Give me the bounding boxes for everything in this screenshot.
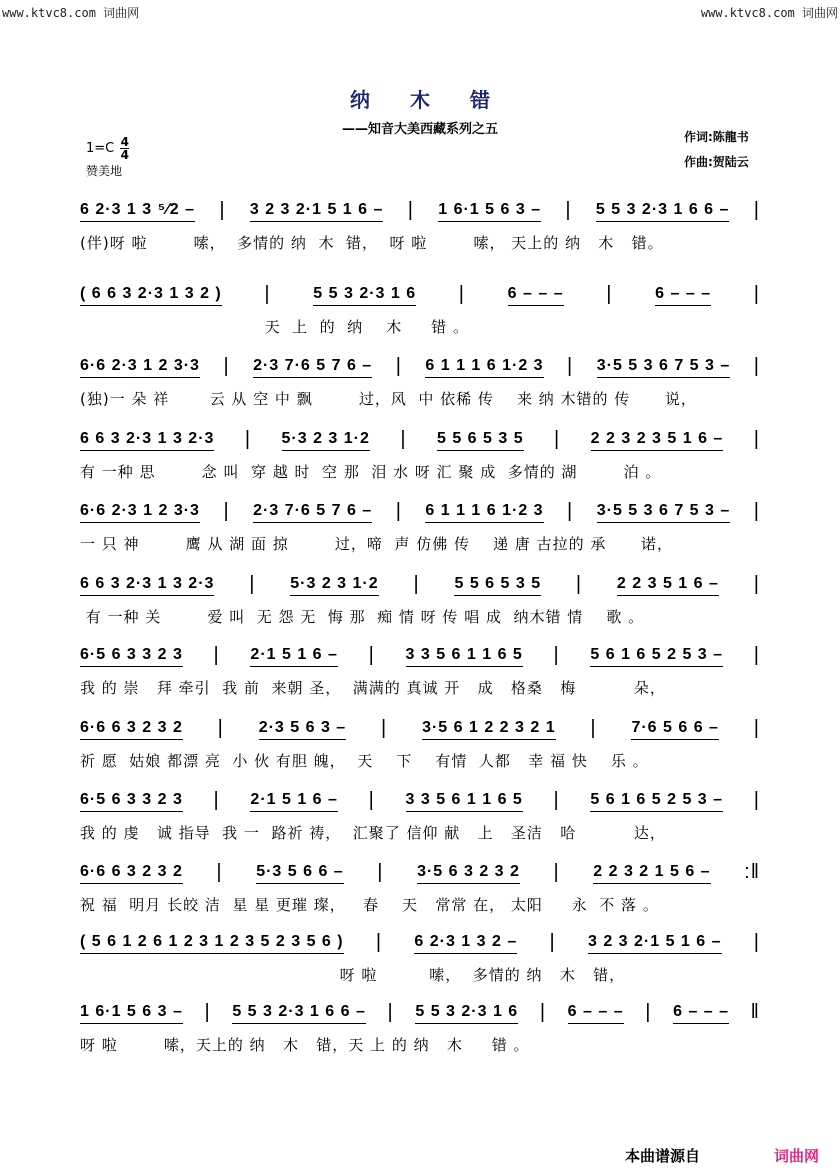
bar-line: | (549, 931, 556, 953)
lyric-line: 一 只 神 鹰 从 湖 面 掠 过，啼 声 仿佛 传 递 唐 古拉的 承 诺， (80, 535, 673, 553)
measure: 1 6·1 5 6 3 – (438, 201, 541, 222)
measure: 6·6 6 3 2 3 2 (80, 863, 183, 884)
bar-line: | (375, 931, 383, 953)
bar-line: | (565, 199, 572, 221)
key-label: 1=C (86, 141, 115, 156)
notation-row (80, 858, 760, 884)
bar-line: | (753, 283, 760, 305)
notation-row (80, 998, 760, 1024)
bar-line: | (753, 717, 760, 739)
bar-line: | (567, 500, 574, 522)
bar-line: | (753, 199, 760, 221)
bar-line: | (753, 428, 760, 450)
lyric-line: 呀 啦 嗦， 多情的 纳 木 错， (80, 966, 626, 984)
measure: 2 2 3 2 3 5 1 6 – (591, 430, 724, 451)
bar-line: | (244, 428, 252, 450)
bar-line: | (407, 199, 414, 221)
bar-line: | (400, 428, 407, 450)
bar-line: | (223, 500, 230, 522)
bar-line: | (368, 644, 375, 666)
song-subtitle: ——知音大美西藏系列之五 (341, 122, 498, 137)
key-signature (86, 136, 129, 161)
measure: ( 6 6 3 2·3 1 3 2 ) (80, 285, 222, 306)
watermark-right: www.ktvc8.com 词曲网 (700, 6, 838, 20)
measure: 6 1 1 1 6 1·2 3 (425, 502, 543, 523)
bar-line: | (381, 717, 388, 739)
bar-line: | (368, 789, 375, 811)
bar-line: | (223, 355, 230, 377)
lyric-line: 有 一种 关 爱 叫 无 怨 无 悔 那 痴 情 呀 传 唱 成 纳木错 情 歌 。 (80, 608, 645, 626)
measure: 3 3 5 6 1 1 6 5 (406, 791, 523, 812)
measure: 6·6 2·3 1 2 3·3 (80, 357, 200, 378)
bar-line: | (753, 644, 760, 666)
bar-line: | (553, 789, 560, 811)
bar-line: | (753, 355, 760, 377)
bar-line: | (753, 500, 760, 522)
measure: 2·3 7·6 5 7 6 – (253, 357, 372, 378)
notation-row (80, 570, 760, 596)
measure: 5 5 3 2·3 1 6 6 – (232, 1003, 366, 1024)
measure: 5 5 3 2·3 1 6 6 – (596, 201, 730, 222)
notation-row (80, 352, 760, 378)
notation-row (80, 928, 760, 954)
measure: 3·5 6 3 2 3 2 (417, 863, 520, 884)
notation-row (80, 714, 760, 740)
bar-line: | (753, 789, 760, 811)
bar-line: | (575, 573, 583, 595)
measure: 2·1 5 1 6 – (250, 791, 338, 812)
bar-line: | (539, 1001, 547, 1023)
measure: 6 – – – (508, 285, 564, 306)
measure: 5·3 5 6 6 – (256, 863, 344, 884)
lyric-line: 天 上 的 纳 木 错 。 (80, 318, 469, 336)
measure: 3 2 3 2·1 5 1 6 – (250, 201, 384, 222)
measure: 5 5 3 2·3 1 6 (415, 1003, 518, 1024)
bar-line: | (553, 644, 560, 666)
measure: 3·5 5 3 6 7 5 3 – (597, 502, 731, 523)
measure: 6 – – – (673, 1003, 729, 1024)
lyric-line: (伴)呀 啦 嗦， 多情的 纳 木 错， 呀 啦 嗦， 天上的 纳 木 错。 (80, 234, 664, 252)
bar-line: | (753, 931, 760, 953)
measure: 6 2·3 1 3 ⁵⁄2 – (80, 201, 195, 222)
bar-line: | (387, 1001, 394, 1023)
composer-credit: 作曲:贺陆云 (684, 155, 749, 169)
notation-row (80, 786, 760, 812)
measure: 6 6 3 2·3 1 3 2·3 (80, 575, 214, 596)
measure: 6 1 1 1 6 1·2 3 (425, 357, 543, 378)
measure: 3·5 5 3 6 7 5 3 – (597, 357, 731, 378)
measure: 6 – – – (568, 1003, 624, 1024)
bar-line: | (216, 861, 223, 883)
measure: 2·1 5 1 6 – (250, 646, 338, 667)
measure: 3 3 5 6 1 1 6 5 (406, 646, 523, 667)
measure: 5·3 2 3 1·2 (290, 575, 378, 596)
lyric-line: 呀 啦 嗦，天上的 纳 木 错，天 上 的 纳 木 错 。 (80, 1036, 530, 1054)
bar-line: | (219, 199, 226, 221)
notation-row (80, 196, 760, 222)
measure: 6·5 6 3 3 2 3 (80, 791, 183, 812)
measure: 6 6 3 2·3 1 3 2·3 (80, 430, 214, 451)
measure: 6·6 6 3 2 3 2 (80, 719, 183, 740)
notation-row (80, 280, 760, 306)
measure: 5 6 1 6 5 2 5 3 – (590, 791, 723, 812)
measure: 3 2 3 2·1 5 1 6 – (588, 933, 722, 954)
bar-line: | (590, 717, 597, 739)
source-label: 本曲谱源自 (625, 1147, 701, 1165)
bar-line: | (554, 428, 561, 450)
measure: 6·6 2·3 1 2 3·3 (80, 502, 200, 523)
song-title: 纳木错 (350, 88, 530, 112)
bar-line: | (204, 1001, 211, 1023)
bar-line: | (213, 789, 220, 811)
lyric-line: 我 的 虔 诚 指导 我 一 路祈 祷， 汇聚了 信仰 献 上 圣洁 哈 达， (80, 824, 666, 842)
bar-line: | (413, 573, 420, 595)
measure: 6·5 6 3 3 2 3 (80, 646, 183, 667)
watermark-left: www.ktvc8.com 词曲网 (2, 6, 140, 20)
measure: 5·3 2 3 1·2 (282, 430, 370, 451)
bar-line: | (458, 283, 465, 305)
measure: 2·3 5 6 3 – (259, 719, 347, 740)
bar-line: | (249, 573, 256, 595)
bar-line: | (753, 573, 760, 595)
bar-line: | (606, 283, 613, 305)
bar-line: | (264, 283, 271, 305)
performance-style: 赞美地 (86, 164, 123, 178)
measure: 7·6 5 6 6 – (631, 719, 719, 740)
measure: 3·5 6 1 2 2 3 2 1 (422, 719, 556, 740)
measure: 2 2 3 2 1 5 6 – (593, 863, 710, 884)
lyric-line: 我 的 崇 拜 牵引 我 前 来朝 圣， 满满的 真诚 开 成 格桑 梅 朵， (80, 679, 666, 697)
measure: 5 5 3 2·3 1 6 (313, 285, 416, 306)
measure: 2 2 3 5 1 6 – (617, 575, 719, 596)
notation-row (80, 497, 760, 523)
notation-row (80, 425, 760, 451)
bar-line: | (217, 717, 224, 739)
bar-line: | (645, 1001, 652, 1023)
measure: ( 5 6 1 2 6 1 2 3 1 2 3 5 2 3 5 6 ) (80, 933, 344, 954)
bar-line: | (395, 355, 402, 377)
bar-line: | (213, 644, 220, 666)
bar-line: ‖ (750, 1001, 760, 1023)
lyricist-credit: 作词:陈龍书 (684, 130, 749, 144)
time-signature: $\frac{4}{4}$ (120, 135, 129, 162)
measure: 5 6 1 6 5 2 5 3 – (590, 646, 723, 667)
bar-line: | (553, 861, 560, 883)
bar-line: | (377, 861, 384, 883)
bar-line: :‖ (744, 861, 760, 883)
measure: 6 – – – (655, 285, 711, 306)
bar-line: | (567, 355, 574, 377)
lyric-line: 祈 愿 姑娘 都漂 亮 小 伙 有胆 魄， 天 下 有情 人都 幸 福 快 乐 。 (80, 752, 649, 770)
site-logo: 词曲网 (774, 1147, 820, 1165)
measure: 5 5 6 5 3 5 (454, 575, 541, 596)
lyric-line: (独)一 朵 祥 云 从 空 中 飘 过，风 中 依稀 传 来 纳 木错的 传 说， (80, 390, 697, 408)
measure: 1 6·1 5 6 3 – (80, 1003, 183, 1024)
notation-row (80, 641, 760, 667)
lyric-line: 祝 福 明月 长皎 洁 星 星 更璀 璨， 春 天 常常 在， 太阳 永 不 落 。 (80, 896, 659, 914)
bar-line: | (395, 500, 402, 522)
measure: 5 5 6 5 3 5 (437, 430, 524, 451)
measure: 6 2·3 1 3 2 – (414, 933, 517, 954)
measure: 2·3 7·6 5 7 6 – (253, 502, 372, 523)
lyric-line: 有 一种 思 念 叫 穿 越 时 空 那 泪 水 呀 汇 聚 成 多情的 湖 泊 。 (80, 463, 662, 481)
